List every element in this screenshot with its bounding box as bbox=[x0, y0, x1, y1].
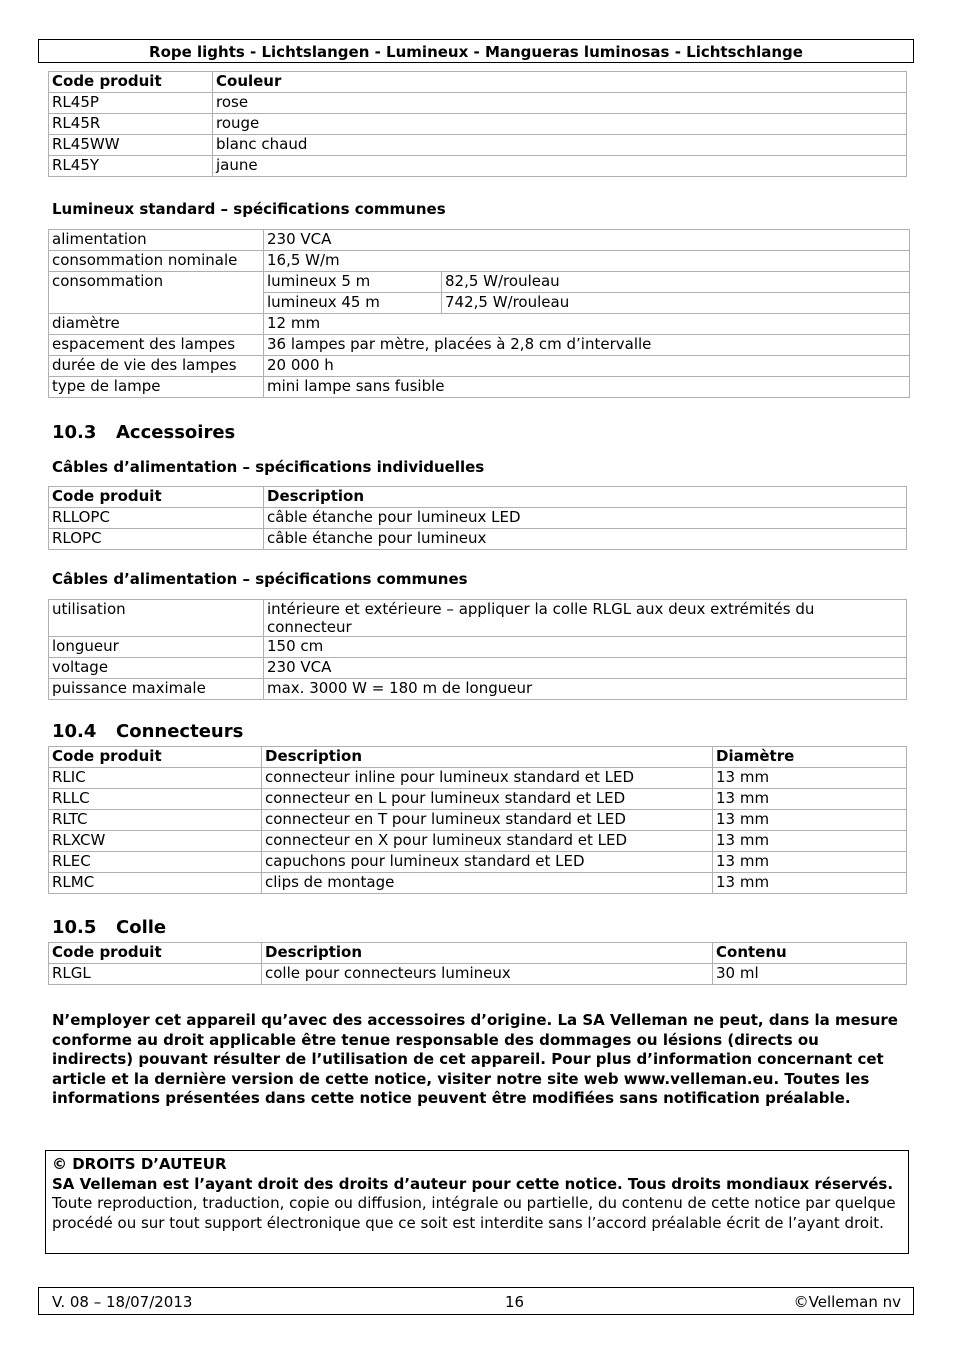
standard-specs-table bbox=[48, 229, 910, 398]
spec-label: alimentation bbox=[49, 230, 264, 251]
table-row bbox=[49, 658, 907, 679]
spec-label: utilisation bbox=[49, 600, 264, 637]
table-cell: RLTC bbox=[49, 810, 262, 831]
table-cell: RL45Y bbox=[49, 156, 213, 177]
table-cell: RLIC bbox=[49, 768, 262, 789]
table-row bbox=[49, 314, 910, 335]
table-cell: 13 mm bbox=[713, 768, 907, 789]
column-header: Code produit bbox=[49, 943, 262, 964]
section-heading-10-5 bbox=[52, 917, 166, 938]
copyright-bold-text: SA Velleman est l’ayant droit des droits d’auteur pour cette notice. Tous droits mondiaux réservés. bbox=[52, 1174, 894, 1193]
table-row bbox=[49, 768, 907, 789]
table-cell: 13 mm bbox=[713, 810, 907, 831]
table-row bbox=[49, 114, 907, 135]
table-cell: rouge bbox=[213, 114, 907, 135]
cables-common-table bbox=[48, 599, 907, 700]
table-cell: 30 ml bbox=[713, 964, 907, 985]
spec-value: 16,5 W/m bbox=[264, 251, 910, 272]
spec-value: 150 cm bbox=[264, 637, 907, 658]
column-header: Diamètre bbox=[713, 747, 907, 768]
table-row bbox=[49, 156, 907, 177]
table-cell: câble étanche pour lumineux LED bbox=[264, 508, 907, 529]
table-cell: 13 mm bbox=[713, 789, 907, 810]
column-header: Description bbox=[262, 747, 713, 768]
disclaimer-notice: N’employer cet appareil qu’avec des accessoires d’origine. La SA Velleman ne peut, dans la mesure conforme au droit applicable être tenue responsable des dommages ou lésions (directs ou indirects) pouvant résulter de l’utilisation de cet appareil. Pour plus d’information concernant cet article et la dernière version de cette notice, visiter notre site web www.velleman.eu. Toutes les informations présentées dans cette notice peuvent être modifiées sans notification préalable. bbox=[52, 1011, 898, 1107]
section-number: 10.4 bbox=[52, 721, 97, 742]
table-cell: RLLOPC bbox=[49, 508, 264, 529]
spec-label: consommation nominale bbox=[49, 251, 264, 272]
table-cell: RL45R bbox=[49, 114, 213, 135]
table-row bbox=[49, 637, 907, 658]
spec-label: consommation bbox=[49, 272, 264, 314]
spec-label: type de lampe bbox=[49, 377, 264, 398]
section-number: 10.3 bbox=[52, 422, 97, 443]
spec-value: max. 3000 W = 180 m de longueur bbox=[264, 679, 907, 700]
standard-specs-heading: Lumineux standard – spécifications communes bbox=[52, 200, 446, 218]
spec-value: 742,5 W/rouleau bbox=[442, 293, 910, 314]
table-cell: câble étanche pour lumineux bbox=[264, 529, 907, 550]
table-cell: RLGL bbox=[49, 964, 262, 985]
table-cell: RL45WW bbox=[49, 135, 213, 156]
footer-company: ©Velleman nv bbox=[793, 1293, 901, 1311]
table-row bbox=[49, 831, 907, 852]
column-header: Couleur bbox=[213, 72, 907, 93]
footer-version: V. 08 – 18/07/2013 bbox=[52, 1293, 193, 1311]
spec-value: 20 000 h bbox=[264, 356, 910, 377]
spec-label: diamètre bbox=[49, 314, 264, 335]
table-cell: RLLC bbox=[49, 789, 262, 810]
table-header-row bbox=[49, 943, 907, 964]
column-header: Code produit bbox=[49, 487, 264, 508]
table-row bbox=[49, 964, 907, 985]
table-cell: clips de montage bbox=[262, 873, 713, 894]
spec-sublabel: lumineux 45 m bbox=[264, 293, 442, 314]
table-header-row bbox=[49, 72, 907, 93]
table-row bbox=[49, 135, 907, 156]
table-cell: RLXCW bbox=[49, 831, 262, 852]
table-cell: RLEC bbox=[49, 852, 262, 873]
table-cell: RLMC bbox=[49, 873, 262, 894]
table-row bbox=[49, 377, 910, 398]
cables-common-heading: Câbles d’alimentation – spécifications communes bbox=[52, 570, 468, 588]
table-row bbox=[49, 272, 910, 293]
column-header: Contenu bbox=[713, 943, 907, 964]
table-row bbox=[49, 852, 907, 873]
spec-sublabel: lumineux 5 m bbox=[264, 272, 442, 293]
spec-label: voltage bbox=[49, 658, 264, 679]
copyright-text: Toute reproduction, traduction, copie ou diffusion, intégrale ou partielle, du contenu de cette notice par quelque procédé ou sur tout support électronique que ce soit est interdite sans l’accord préalable écrit de l’ayant droit. bbox=[52, 1194, 896, 1232]
spec-value: 82,5 W/rouleau bbox=[442, 272, 910, 293]
table-cell: connecteur en X pour lumineux standard et LED bbox=[262, 831, 713, 852]
copyright-title: © DROITS D’AUTEUR bbox=[52, 1155, 227, 1173]
section-number: 10.5 bbox=[52, 917, 97, 938]
copyright-body bbox=[52, 1175, 902, 1234]
table-row bbox=[49, 873, 907, 894]
table-cell: colle pour connecteurs lumineux bbox=[262, 964, 713, 985]
table-cell: RL45P bbox=[49, 93, 213, 114]
table-row bbox=[49, 93, 907, 114]
table-cell: rose bbox=[213, 93, 907, 114]
table-row bbox=[49, 529, 907, 550]
column-header: Code produit bbox=[49, 72, 213, 93]
table-header-row bbox=[49, 747, 907, 768]
spec-value: 230 VCA bbox=[264, 658, 907, 679]
spec-value: mini lampe sans fusible bbox=[264, 377, 910, 398]
column-header: Code produit bbox=[49, 747, 262, 768]
spec-value: 12 mm bbox=[264, 314, 910, 335]
table-header-row bbox=[49, 487, 907, 508]
table-cell: 13 mm bbox=[713, 852, 907, 873]
table-cell: RLOPC bbox=[49, 529, 264, 550]
cables-individual-table bbox=[48, 486, 907, 550]
table-row bbox=[49, 356, 910, 377]
table-cell: 13 mm bbox=[713, 873, 907, 894]
color-table bbox=[48, 71, 907, 177]
spec-label: longueur bbox=[49, 637, 264, 658]
spec-label: durée de vie des lampes bbox=[49, 356, 264, 377]
section-title: Colle bbox=[116, 917, 167, 938]
table-row bbox=[49, 508, 907, 529]
column-header: Description bbox=[262, 943, 713, 964]
table-row bbox=[49, 230, 910, 251]
section-title: Accessoires bbox=[116, 422, 236, 443]
page-number: 16 bbox=[505, 1293, 525, 1311]
table-cell: 13 mm bbox=[713, 831, 907, 852]
page-footer bbox=[38, 1287, 914, 1315]
table-cell: connecteur inline pour lumineux standard et LED bbox=[262, 768, 713, 789]
table-cell: blanc chaud bbox=[213, 135, 907, 156]
cables-individual-heading: Câbles d’alimentation – spécifications individuelles bbox=[52, 458, 485, 476]
column-header: Description bbox=[264, 487, 907, 508]
table-row bbox=[49, 810, 907, 831]
table-row bbox=[49, 251, 910, 272]
table-row bbox=[49, 600, 907, 637]
section-heading-10-3 bbox=[52, 422, 235, 443]
glue-table bbox=[48, 942, 907, 985]
table-cell: connecteur en L pour lumineux standard et LED bbox=[262, 789, 713, 810]
section-title: Connecteurs bbox=[116, 721, 244, 742]
spec-label: puissance maximale bbox=[49, 679, 264, 700]
table-row bbox=[49, 679, 907, 700]
table-cell: jaune bbox=[213, 156, 907, 177]
spec-value: intérieure et extérieure – appliquer la colle RLGL aux deux extrémités du connecteur bbox=[264, 600, 907, 637]
spec-label: espacement des lampes bbox=[49, 335, 264, 356]
table-row bbox=[49, 789, 907, 810]
spec-value: 230 VCA bbox=[264, 230, 910, 251]
page-header: Rope lights - Lichtslangen - Lumineux - Mangueras luminosas - Lichtschlange bbox=[38, 39, 914, 63]
spec-value: 36 lampes par mètre, placées à 2,8 cm d’intervalle bbox=[264, 335, 910, 356]
table-row bbox=[49, 335, 910, 356]
connectors-table bbox=[48, 746, 907, 894]
table-cell: capuchons pour lumineux standard et LED bbox=[262, 852, 713, 873]
copyright-box bbox=[45, 1150, 909, 1254]
table-cell: connecteur en T pour lumineux standard et LED bbox=[262, 810, 713, 831]
section-heading-10-4 bbox=[52, 721, 243, 742]
